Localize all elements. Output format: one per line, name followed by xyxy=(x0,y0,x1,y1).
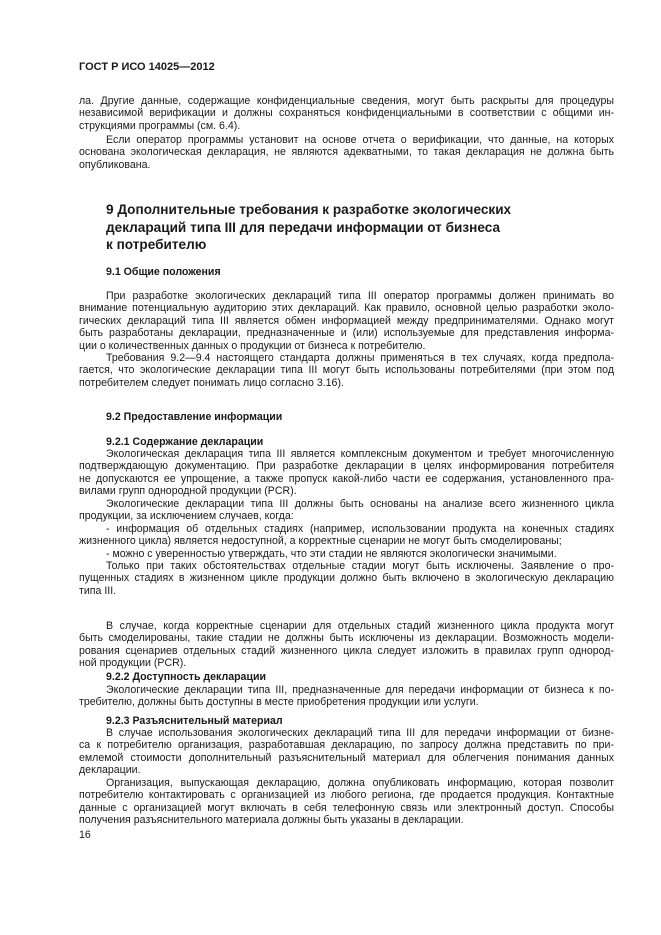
text-line: жизненного цикла) является недоступной, а корректные сценарии не могут быть смоделированы; xyxy=(79,535,562,548)
paragraph xyxy=(79,352,614,389)
text-line: пущенных стадиях в жизненном цикле продукции должно быть включено в экологическую декларацию xyxy=(79,572,614,585)
text-line: типа III. xyxy=(79,584,117,597)
text-line: гается, что экологические декларации типа III могут быть использованы потребителями (при этом под xyxy=(79,364,614,377)
paragraph xyxy=(79,560,614,597)
paragraph xyxy=(79,620,614,670)
text-line: не допускаются ее упрощение, а также пропуск какой-либо части ее содержания, установленного пра- xyxy=(79,472,614,485)
text-line: струкциями программы (см. 6.4). xyxy=(79,119,241,132)
text-line: Если оператор программы установит на основе отчета о верификации, что данные, на которых xyxy=(106,134,614,146)
subsection-heading: 9.2 Предоставление информации xyxy=(106,411,283,423)
page-number: 16 xyxy=(79,829,91,841)
text-line: рования сценариев отдельных стадий жизненного цикла следует изложить в правилах групп однород- xyxy=(79,644,614,657)
text-line: опубликована. xyxy=(79,158,151,171)
text-line: вилами групп однородной продукции (PCR). xyxy=(79,485,297,498)
text-line: ции о количественных данных о продукции от бизнеса к потребителю. xyxy=(79,339,426,352)
paragraph xyxy=(79,134,614,171)
text-line: декларации. xyxy=(79,764,141,777)
paragraph xyxy=(79,95,614,132)
text-line: Требования 9.2—9.4 настоящего стандарта должны применяться в тех случаях, когда предпола- xyxy=(106,352,614,364)
text-line: ла. Другие данные, содержащие конфиденциальные сведения, могут быть раскрыты для процедуры xyxy=(79,95,614,107)
paragraph xyxy=(79,498,614,523)
text-line: быть смоделированы, такие стадии не должны быть исключены из декларации. Возможность модели- xyxy=(79,632,614,645)
text-line: При разработке экологических деклараций типа III оператор программы должен принимать во xyxy=(106,290,614,302)
paragraph xyxy=(79,727,614,777)
section-heading xyxy=(106,201,566,254)
paragraph xyxy=(79,290,614,352)
text-line: са к потребителю организация, разработавшая декларацию, по запросу должна представить по при- xyxy=(79,739,614,752)
text-line: Экологические декларации типа III должны быть основаны на анализе всего жизненного цикла xyxy=(106,498,614,510)
text-line: В случае использования экологических деклараций типа III для передачи информации от бизне- xyxy=(106,727,614,739)
heading-line: 9 Дополнительные требования к разработке экологических xyxy=(106,202,512,217)
list-item xyxy=(79,523,614,548)
subsection-heading: 9.2.3 Разъяснительный материал xyxy=(106,715,283,727)
subsection-heading: 9.2.2 Доступность декларации xyxy=(106,671,266,683)
text-line: - информация об отдельных стадиях (например, использовании продукта на конечных стадиях xyxy=(106,523,614,535)
text-line: внимание потенциальную аудиторию этих деклараций. Как правило, основной целью разработки эколо- xyxy=(79,302,614,315)
paragraph xyxy=(79,777,614,827)
text-line: гических деклараций типа III является обмен информацией между предпринимателями. Однако могут xyxy=(79,314,614,327)
text-line: ной продукции (PCR). xyxy=(79,657,187,670)
text-line: требителю, должны быть доступны в месте приобретения продукции или услуги. xyxy=(79,696,479,709)
text-line: потребителем следует понимать лицо согласно 3.16). xyxy=(79,376,344,389)
list-item xyxy=(79,548,614,560)
text-line: получения разъяснительного материала должны быть указаны в декларации. xyxy=(79,814,464,827)
text-line: продукции, за исключением случаев, когда: xyxy=(79,510,294,523)
text-line: данные с организацией могут включать в себя телефонную связь или электронный доступ. Способы xyxy=(79,801,614,814)
text-line: независимой верификации и должны сохраняться конфиденциальными в соответствии с общими ин- xyxy=(79,107,614,120)
heading-line: к потребителю xyxy=(106,237,207,252)
running-header: ГОСТ Р ИСО 14025—2012 xyxy=(79,61,215,73)
text-line: Организация, выпускающая декларацию, должна опубликовать информацию, которая позволит xyxy=(106,777,614,789)
text-line: Экологические декларации типа III, предназначенные для передачи информации от бизнеса к по- xyxy=(106,684,614,696)
text-line: емлемой стоимости дополнительный разъяснительный материал для облегчения понимания данных xyxy=(79,751,614,764)
paragraph xyxy=(79,448,614,498)
text-line: подтверждающую документацию. При разработке декларации в целях информирования потребителя xyxy=(79,460,614,473)
heading-line: деклараций типа III для передачи информации от бизнеса xyxy=(106,219,500,235)
text-line: В случае, когда корректные сценарии для отдельных стадий жизненного цикла продукта могут xyxy=(106,620,614,632)
text-line: Экологическая декларация типа III является комплексным документом и требует многочисленную xyxy=(106,448,614,460)
subsection-heading: 9.1 Общие положения xyxy=(106,266,221,278)
text-line: основана экологическая декларация, не являются адекватными, то такая декларация не должна быть xyxy=(79,146,614,159)
text-line: Только при таких обстоятельствах отдельные стадии могут быть исключены. Заявление о про- xyxy=(106,560,614,572)
subsection-heading: 9.2.1 Содержание декларации xyxy=(106,436,264,448)
text-line: быть разработаны декларации, предназначенные и (или) используемые для представления информа- xyxy=(79,327,614,340)
paragraph xyxy=(79,684,614,709)
text-line: потребителю контактировать с организацией из любого региона, где продается продукция. Контактные xyxy=(79,789,614,802)
text-line: - можно с уверенностью утверждать, что эти стадии не являются экологически значимыми. xyxy=(106,548,557,560)
